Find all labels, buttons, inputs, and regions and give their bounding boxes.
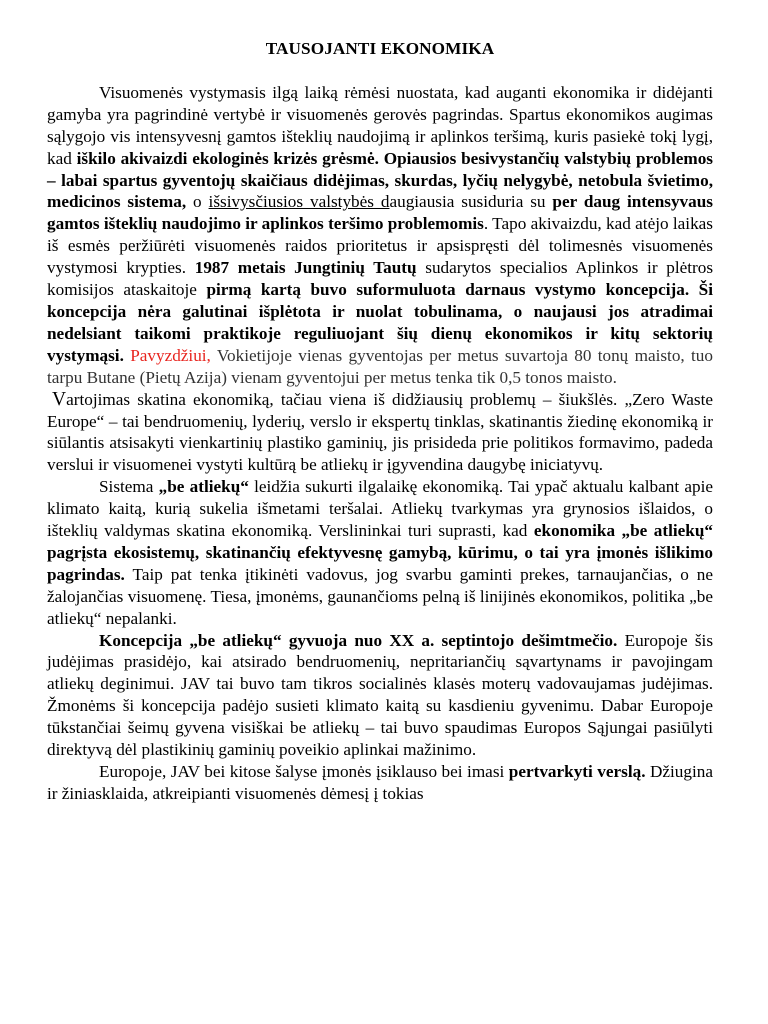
p1-bold-1: iškilo akivaizdi ekologinės krizės grėsmė. Opiausios besivystančių valstybių problemos – labai spartus gyventojų skaičiaus didėjimas, skurdas, lyčių nelygybė, netobula švietimo, medicinos sistema,	[47, 148, 713, 212]
p1-underlined-1: išsivysčiusios valstybės d	[208, 192, 390, 212]
p1-text-4: . Tapo akivaizdu, kad atėjo laikas iš esmės peržiūrėti visuomenės raidos prioritetus ir apsispręsti dėl tolimesnės visuomenės vystymosi krypties.	[47, 214, 713, 278]
p1-bold-2: per daug intensyvaus gamtos išteklių naudojimo ir aplinkos teršimo problemomis	[47, 192, 713, 234]
paragraph-1	[47, 82, 713, 389]
p2-initial: V	[52, 388, 67, 410]
p2-text-1: artojimas skatina ekonomiką, tačiau viena iš didžiausių problemų – šiukšlės. „Zero Waste Europe“ – tai bendruomenių, lyderių, verslo ir ekspertų tinklas, skatinantis žiedinę ekonomiką ir siūlantis atsisakyti vienkartinių plastiko gaminių, jis prisideda prie politikos formavimo, padeda verslui ir visuomenei vystyti kultūrą be atliekų ir įgyvendina daugybę iniciatyvų.	[47, 389, 713, 475]
p3-text-2: leidžia sukurti ilgalaikę ekonomiką. Tai ypač aktualu kalbant apie klimato kaitą, kurią sukelia išmetami teršalai. Atliekų tvarkymas yra grynosios išlaidos, o išteklių valdymas skatina ekonomiką. Verslininkai turi suprasti, kad	[47, 477, 713, 541]
p4-text-1: Europoje šis judėjimas prasidėjo, kai atsirado bendruomenių, nepritariančių sąvartynams ir pavojingam atliekų deginimui. JAV tai buvo tam tikros socialinės klasės moterų vadovaujamas judėjimas. Žmonėms ši koncepcija padėjo susieti klimato kaitą su kasdieniu gyvenimu. Dabar Europoje tūkstančiai šeimų gyvena visiškai be atliekų – tai buvo spaudimas Europos Sąjungai pasiūlyti direktyvą dėl plastikinių gaminių poveikio aplinkai mažinimo.	[47, 630, 714, 760]
p1-bold-3: 1987 metais Jungtinių Tautų	[194, 258, 417, 278]
p1-text-3: augiausia susiduria su	[389, 192, 553, 212]
paragraph-3	[47, 476, 713, 629]
p3-text-3: Taip pat tenka įtikinėti vadovus, jog svarbu gaminti prekes, tarnaujančias, o ne žalojančias visuomenę. Tiesa, įmonėms, gaunančioms pelną iš linijinės ekonomikos, politika „be atliekų“ nepalanki.	[47, 564, 713, 628]
p1-text-2: o	[186, 192, 209, 212]
p3-text-1: Sistema	[99, 477, 159, 497]
paragraph-2	[47, 389, 713, 477]
p1-example-text: Vokietijoje vienas gyventojas per metus suvartoja 80 tonų maisto, tuo tarpu Butane (Pietų Azija) vienam gyventojui per metus tenka tik 0,5 tonos maisto.	[47, 345, 713, 387]
p1-red-1: Pavyzdžiui,	[123, 345, 211, 365]
p3-bold-2: ekonomika „be atliekų“ pagrįsta ekosistemų, skatinančių efektyvesnę gamybą, kūrimu, o tai yra įmonės išlikimo pagrindas.	[47, 521, 714, 584]
p5-text-2: Džiugina ir žiniasklaida, atkreipianti visuomenės dėmesį į tokias	[47, 762, 713, 803]
p3-bold-1: „be atliekų“	[158, 477, 249, 497]
p1-text-5: sudarytos specialios Aplinkos ir plėtros komisijos ataskaitoje	[47, 258, 714, 300]
paragraph-4	[47, 630, 713, 761]
p1-bold-4: pirmą kartą buvo suformuluota darnaus vystymo koncepcija. Ši koncepcija nėra galutinai išplėtota ir nuolat tobulinama, o naujausi jos atradimai nedelsiant taikomi praktikoje reguliuojant šių dienų ekonomikos ir kitų sektorių vystymąsi.	[47, 280, 713, 365]
paragraph-5	[47, 761, 713, 805]
p5-text-1: Europoje, JAV bei kitose šalyse įmonės įsiklauso bei imasi	[99, 762, 509, 781]
p5-bold-1: pertvarkyti verslą.	[508, 762, 646, 781]
document-page	[47, 38, 713, 805]
page-title: TAUSOJANTI EKONOMIKA	[265, 39, 495, 58]
p4-bold-1: Koncepcija „be atliekų“ gyvuoja nuo XX a. septintojo dešimtmečio.	[99, 630, 618, 650]
p1-text-1: Visuomenės vystymasis ilgą laiką rėmėsi nuostata, kad auganti ekonomika ir didėjanti gamyba yra pagrindinė vertybė ir visuomenės gerovės pagrindas. Spartus ekonomikos augimas sąlygojo vis intensyvesnį gamtos išteklių naudojimą ir aplinkos teršimą, kuris pasiekė tokį lygį, kad	[47, 82, 713, 168]
